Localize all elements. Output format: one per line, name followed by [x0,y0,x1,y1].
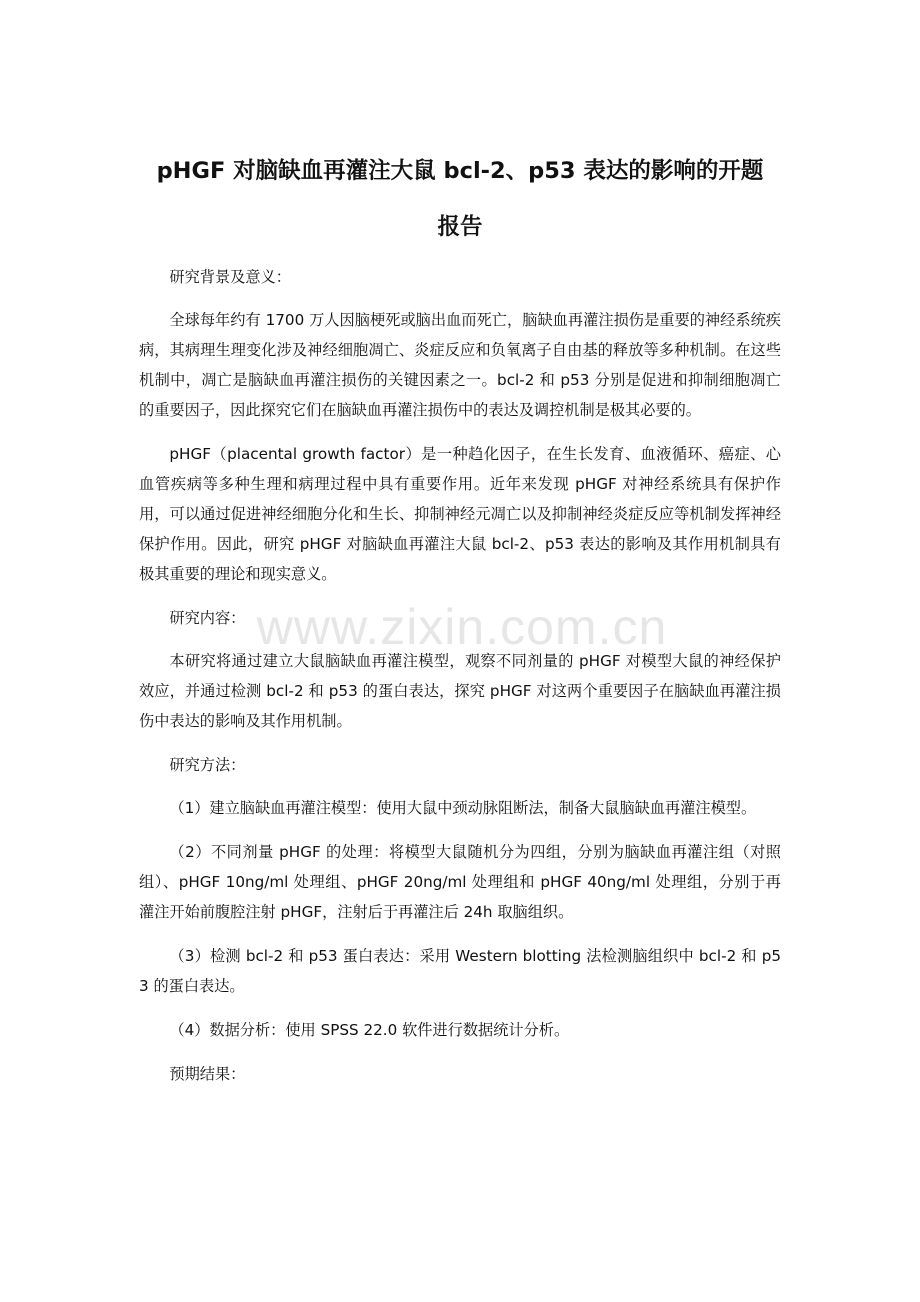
method-item-2: （2）不同剂量 pHGF 的处理：将模型大鼠随机分为四组，分别为脑缺血再灌注组（对照组）、pHGF 10ng/ml 处理组、pHGF 20ng/ml 处理组和 pHGF 40ng/ml 处理组，分别于再灌注开始前腹腔注射 pHGF，注射后于再灌注后 24h 取脑组织。 [139,843,781,921]
paragraph-content: 本研究将通过建立大鼠脑缺血再灌注模型，观察不同剂量的 pHGF 对模型大鼠的神经保护效应，并通过检测 bcl-2 和 p53 的蛋白表达，探究 pHGF 对这两个重要因子在脑缺血再灌注损伤中表达的影响及其作用机制。 [139,652,781,730]
section-heading-content: 研究内容： [169,609,246,627]
watermark: www.zixin.com.cn [256,599,668,655]
document-title [138,143,782,255]
section-heading-methods: 研究方法： [169,756,246,774]
paragraph-phgf-intro: pHGF（placental growth factor）是一种趋化因子，在生长发育、血液循环、癌症、心血管疾病等多种生理和病理过程中具有重要作用。近年来发现 pHGF 对神经系统具有保护作用，可以通过促进神经细胞分化和生长、抑制神经元凋亡以及抑制神经炎症反应等机制发挥神经保护作用。因此，研究 pHGF 对脑缺血再灌注大鼠 bcl-2、p53 表达的影响及其作用机制具有极其重要的理论和现实意义。 [139,445,781,583]
title-line-2: 报告 [437,214,483,241]
section-heading-expected-results: 预期结果： [169,1065,246,1083]
paragraph-background: 全球每年约有 1700 万人因脑梗死或脑出血而死亡，脑缺血再灌注损伤是重要的神经系统疾病，其病理生理变化涉及神经细胞凋亡、炎症反应和负氧离子自由基的释放等多种机制。在这些机制中，凋亡是脑缺血再灌注损伤的关键因素之一。bcl-2 和 p53 分别是促进和抑制细胞凋亡的重要因子，因此探究它们在脑缺血再灌注损伤中的表达及调控机制是极其必要的。 [139,311,781,419]
method-item-3: （3）检测 bcl-2 和 p53 蛋白表达：采用 Western blotting 法检测脑组织中 bcl-2 和 p53 的蛋白表达。 [139,947,781,995]
method-item-1: （1）建立脑缺血再灌注模型：使用大鼠中颈动脉阻断法，制备大鼠脑缺血再灌注模型。 [169,799,757,817]
section-heading-background: 研究背景及意义： [169,268,291,286]
title-line-1: pHGF 对脑缺血再灌注大鼠 bcl-2、p53 表达的影响的开题 [156,158,764,185]
document-body [139,262,781,1102]
method-item-4: （4）数据分析：使用 SPSS 22.0 软件进行数据统计分析。 [169,1021,570,1039]
